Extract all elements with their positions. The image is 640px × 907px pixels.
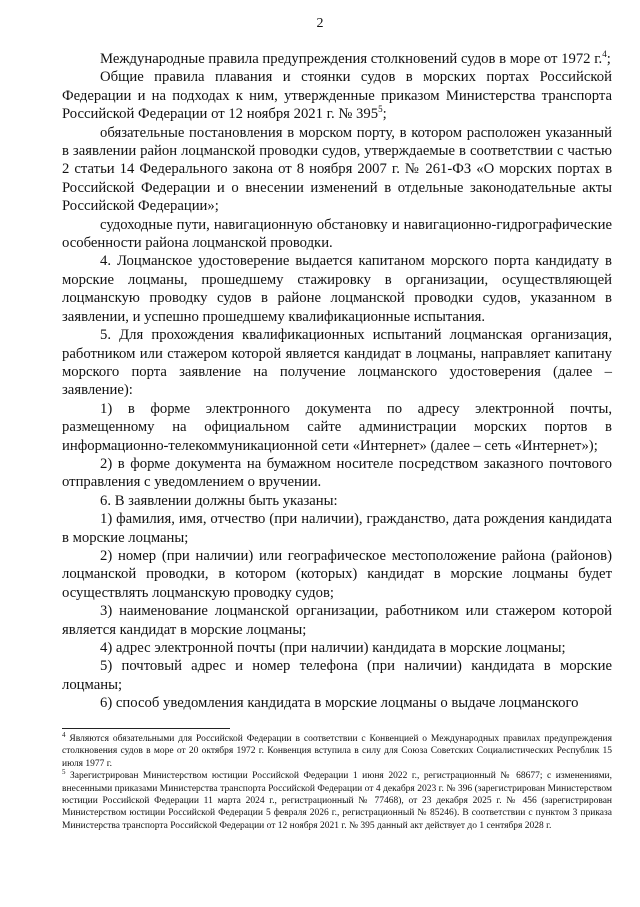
paragraph-navigation: судоходные пути, навигационную обстановку и навигационно-гидрографические особенности района лоцманской проводки. — [62, 216, 612, 252]
footnote-separator — [62, 728, 230, 729]
page-number: 2 — [316, 16, 324, 31]
footnote-ref-5: 5 — [378, 104, 383, 115]
paragraph-item-6-3: 3) наименование лоцманской организации, работником или стажером которой является кандидат в морские лоцманы; — [62, 603, 612, 638]
paragraph-item-6-5: 5) почтовый адрес и номер телефона (при наличии) кандидата в морские лоцманы; — [62, 658, 612, 693]
footnotes — [62, 730, 612, 832]
footnote-mark: 4 — [62, 730, 66, 739]
paragraph-port-regulations: обязательные постановления в морском порту, в котором расположен указанный в заявлении район лоцманской проводки судов, утверждаемые в соответствии с частью 2 статьи 14 Федерального закона от 8 ноября 2007 г. № 261-ФЗ «О морских портах в Российской Федерации и о внесении изменений в отдельные законодательные акты Российской Федерации»; — [62, 124, 612, 215]
footnote-mark: 5 — [62, 768, 66, 777]
paragraph-item-6-1: 1) фамилия, имя, отчество (при наличии), гражданство, дата рождения кандидата в морские лоцманы; — [62, 511, 612, 546]
paragraph-item-6-2: 2) номер (при наличии) или географическое местоположение района (районов) лоцманской проводки, в котором (которых) кандидат в морские лоцманы будет осуществлять лоцманскую проводку судов; — [62, 547, 612, 601]
paragraph-item-4: 4. Лоцманское удостоверение выдается капитаном морского порта кандидату в морские лоцманы, прошедшему стажировку в организации, осуществляющей лоцманскую проводку судов в районе лоцманской проводки судов, указанном в заявлении, и успешно прошедшему квалификационные испытания. — [62, 253, 612, 325]
footnote-ref-4: 4 — [602, 49, 607, 60]
paragraph-item-5-1: 1) в форме электронного документа по адресу электронной почты, размещенному на официальном сайте администрации морских портов в информационно-телекоммуникационной сети «Интернет» (далее – сеть «Интернет»); — [62, 400, 612, 454]
document-body — [62, 50, 612, 713]
footnote-5: $^5$ Зарегистрирован Министерством юстиции Российской Федерации 1 июня 2022 г., регистрационный № 68677; с изменениями, внесенными приказами Министерства транспорта Российской Федерации от 4 декабря 2023 г. № 396 (зарегистрирован Министерством юстиции Российской Федерации 11 марта 2024 г., регистрационный № 77468), от 23 декабря 2025 г. № 456 (зарегистрирован Министерством юстиции Российской Федерации 5 февраля 2026 г., регистрационный № 85246). В соответствии с пунктом 3 приказа Министерства транспорта Российской Федерации от 12 ноября 2021 г. № 395 данный акт действует до 1 сентября 2028 г. — [62, 768, 612, 831]
paragraph-item-5-2: 2) в форме документа на бумажном носителе посредством заказного почтового отправления с уведомлением о вручении. — [62, 455, 612, 491]
paragraph-item-6: 6. В заявлении должны быть указаны: — [100, 492, 338, 509]
paragraph-item-5: 5. Для прохождения квалификационных испытаний лоцманская организация, работником или стажером которой является кандидат в лоцманы, направляет капитану морского порта заявление на получение лоцманского удостоверения (далее – заявление): — [62, 327, 612, 399]
paragraph-port-rules: Общие правила плавания и стоянки судов в морских портах Российской Федерации и на подходах к ним, утвержденные приказом Министерства транспорта Российской Федерации от 12 ноября 2021 г. № $395^5$; — [62, 69, 612, 123]
footnote-4: $^4$ Являются обязательными для Российской Федерации в соответствии с Конвенцией о Международных правилах предупреждения столкновения судов в море от 20 октября 1972 г. Конвенция вступила в силу для Союза Советских Социалистических Республик 15 июля 1977 г. — [62, 730, 612, 769]
paragraph-item-6-6: 6) способ уведомления кандидата в морские лоцманы о выдаче лоцманского — [100, 695, 579, 712]
paragraph-item-6-4: 4) адрес электронной почты (при наличии) кандидата в морские лоцманы; — [100, 640, 566, 656]
paragraph-colreg: Международные правила предупреждения столкновений судов в море от 1972 г.$^4$; — [100, 49, 611, 67]
